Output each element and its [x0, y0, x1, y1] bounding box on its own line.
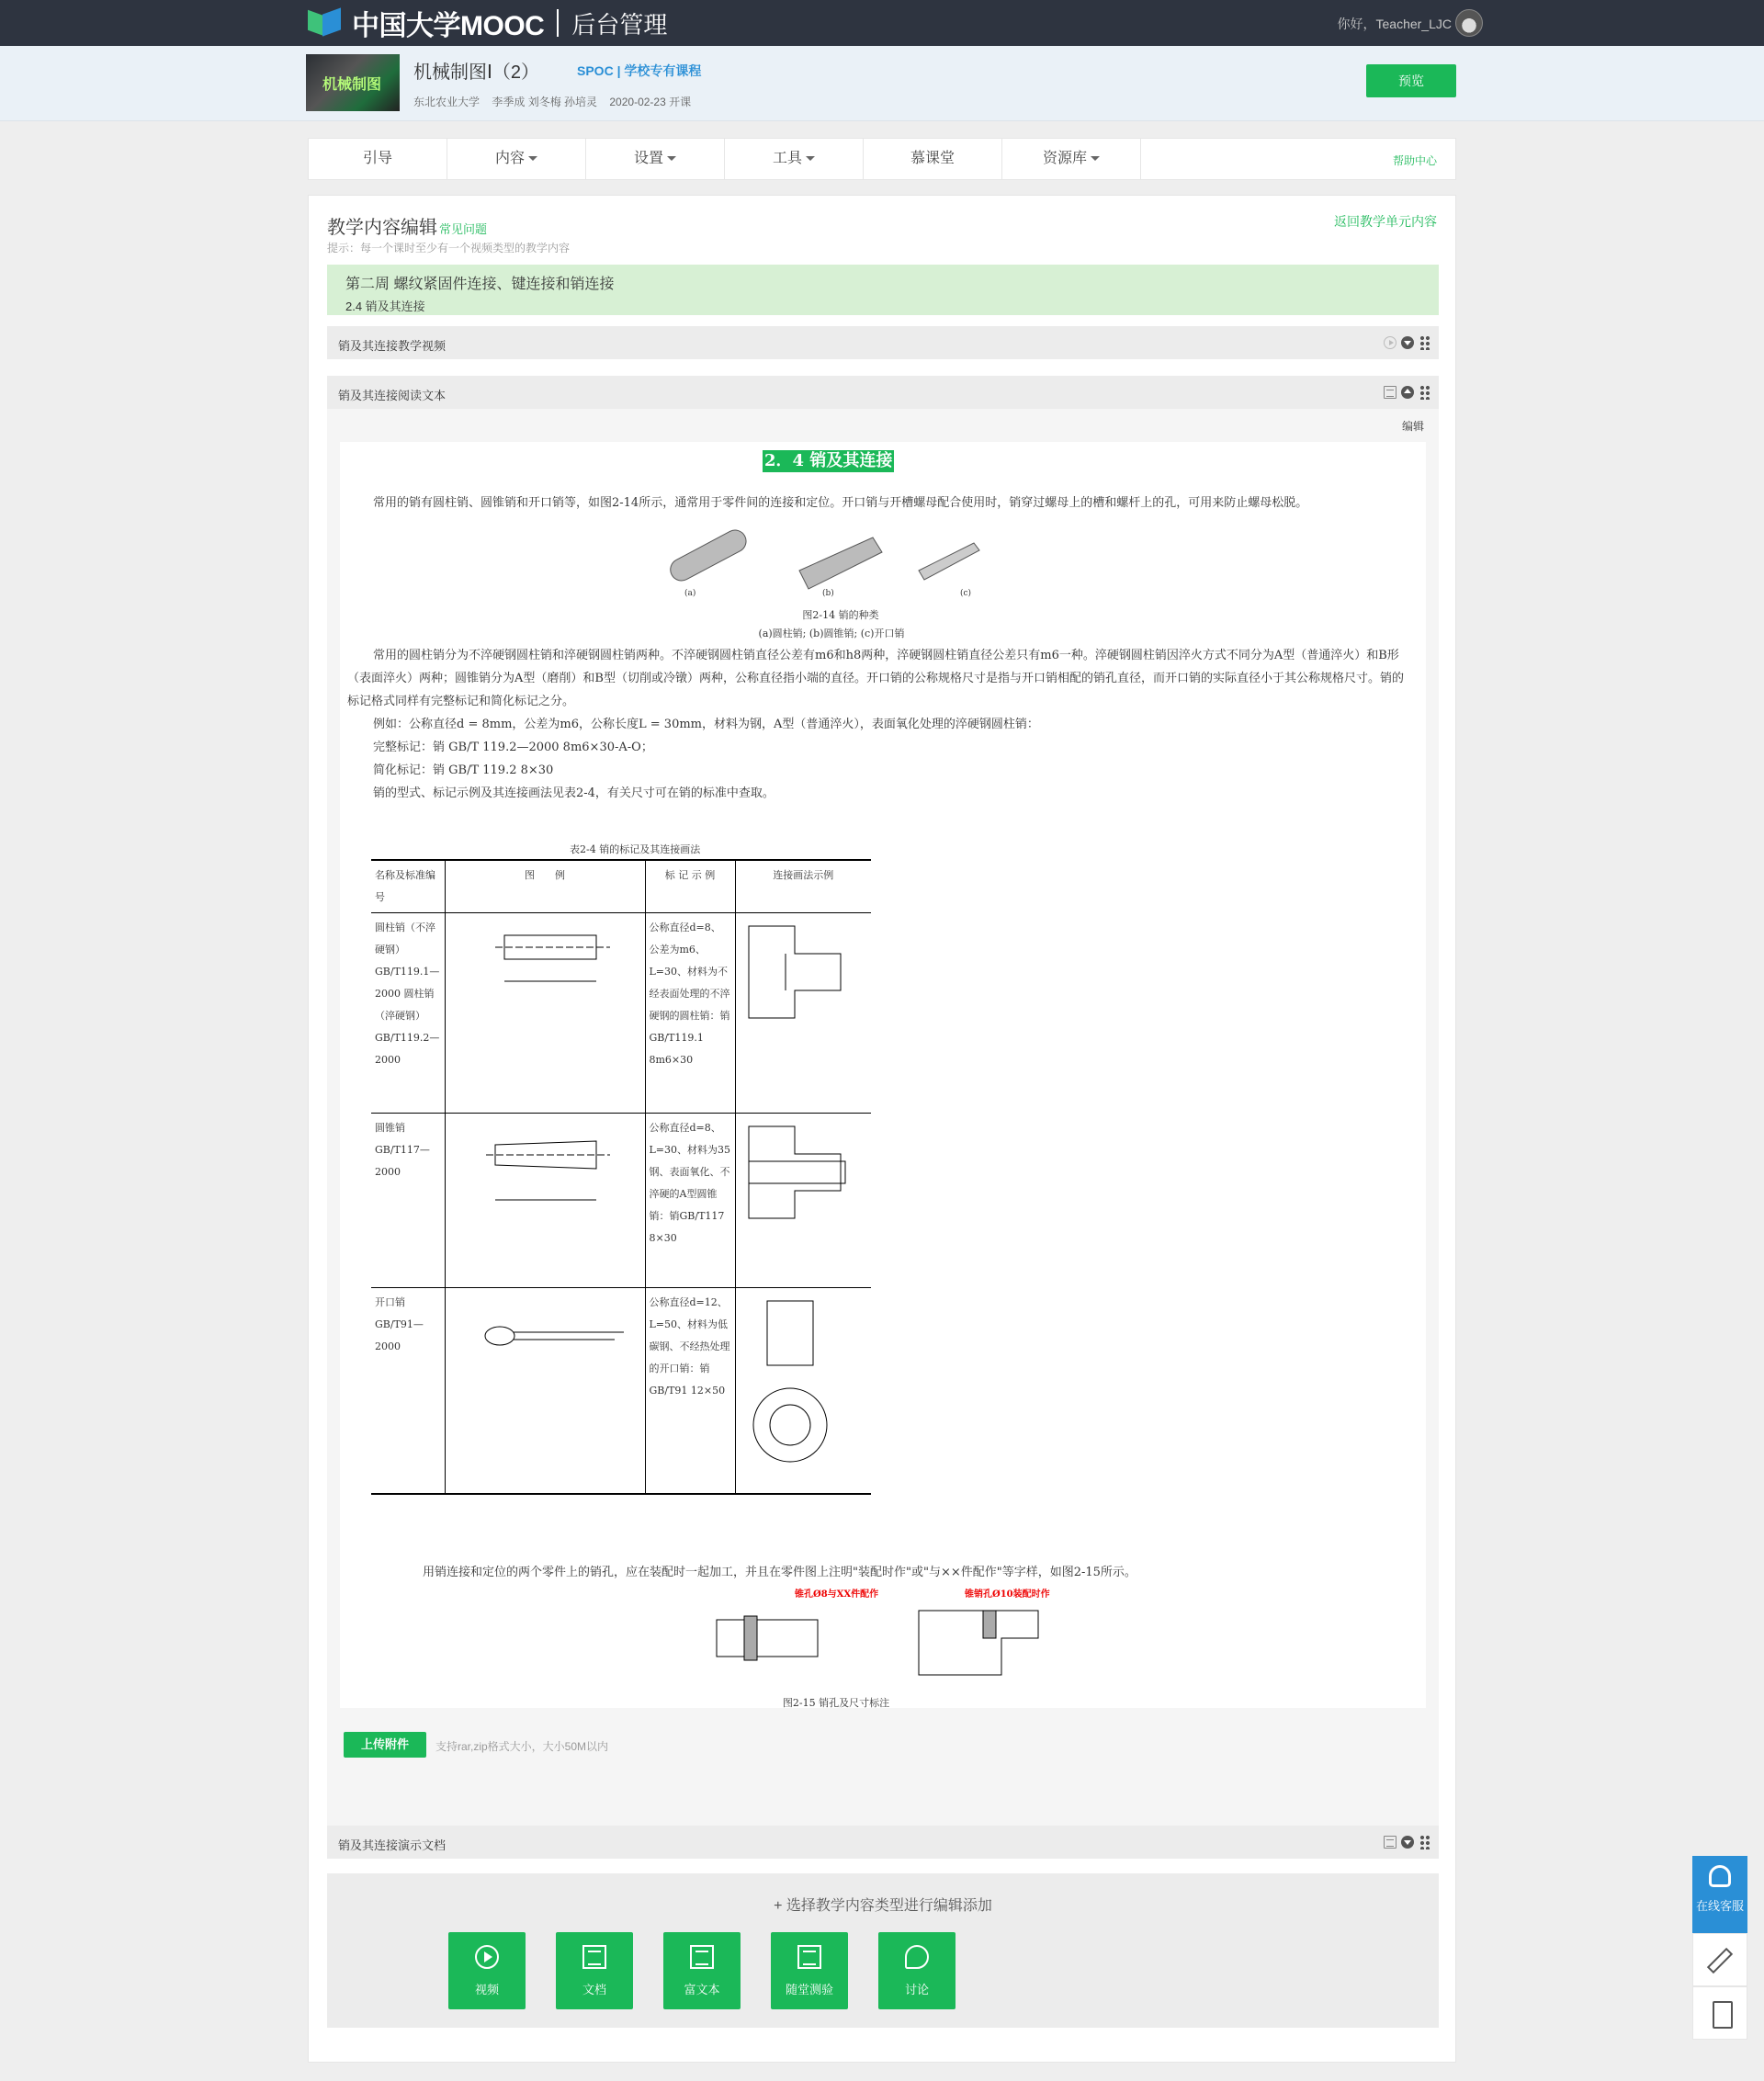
video-type-icon [1384, 336, 1396, 349]
add-content-title: + 选择教学内容类型进行编辑添加 [774, 1898, 992, 1914]
content-item-label: 销及其连接阅读文本 [338, 389, 447, 402]
table-cell-name: 开口销 GB/T91—2000 [371, 1288, 445, 1494]
caret-down-icon [806, 156, 815, 161]
doc-paragraph-6: 销的型式、标记示例及其连接画法见表2-4，有关尺寸可在销的标准中查取。 [373, 786, 775, 800]
fig15-left-note: 锥孔Ø8与XX件配作 [795, 1589, 879, 1600]
add-content-buttons [448, 1932, 956, 2009]
chat-bubble-icon [905, 1945, 929, 1969]
course-teachers: 李季成 刘冬梅 孙培灵 [492, 96, 598, 108]
doc-paragraph-7: 用销连接和定位的两个零件上的销孔，应在装配时一起加工，并且在零件图上注明"装配时作"或"与××件配作"等字样，如图2-15所示。 [423, 1566, 1136, 1579]
nav-resource-library-label: 资源库 [1042, 151, 1087, 166]
caret-down-icon [1091, 156, 1100, 161]
brand-name: 中国大学MOOC [352, 11, 545, 41]
add-document-button[interactable] [556, 1932, 633, 2009]
table-cell-mark: 公称直径d=12、L=50、材料为低碳钢、不经热处理的开口销：销 GB/T91 12×50 [645, 1288, 735, 1494]
doc-paragraph-1: 常用的销有圆柱销、圆锥销和开口销等，如图2-14所示，通常用于零件间的连接和定位。开口销与开槽螺母配合使用时，销穿过螺母上的槽和螺杆上的孔，可用来防止螺母松脱。 [373, 496, 1308, 510]
table-cell-connection [735, 1114, 871, 1288]
page-title [327, 212, 487, 239]
table-cell-mark: 公称直径d=8、公差为m6、L=30、材料为不经表面处理的不淬硬钢的圆柱销：销GB/T119.1 8m6×30 [645, 913, 735, 1114]
add-video-button[interactable] [448, 1932, 526, 2009]
page-title-text: 教学内容编辑 [327, 218, 437, 238]
doc-paragraph-5: 简化标记：销 GB/T 119.2 8×30 [373, 763, 554, 777]
upload-hint: 支持rar,zip格式大小，大小50M以内 [435, 1740, 609, 1753]
lesson-title: 2.4 销及其连接 [345, 300, 425, 313]
fig14-label-a: (a) [684, 589, 696, 598]
taper-pin-diagram [449, 1117, 633, 1218]
fig15-right-note: 锥销孔Ø10装配时作 [965, 1589, 1050, 1600]
doc-paragraph-4: 完整标记：销 GB/T 119.2—2000 8m6×30-A-O； [373, 741, 653, 754]
online-service-button[interactable] [1692, 1856, 1747, 1933]
pin-table [371, 859, 871, 1495]
table-row [371, 1114, 871, 1288]
caret-down-icon [667, 156, 676, 161]
course-title: 机械制图Ⅰ（2） [413, 62, 540, 83]
back-to-unit-link[interactable]: 返回教学单元内容 [1334, 214, 1437, 229]
fig14-caption: 图2-14 销的种类 [802, 609, 879, 621]
doc-paragraph-2: 常用的圆柱销分为不淬硬钢圆柱销和淬硬钢圆柱销两种。不淬硬钢圆柱销直径公差有m6和h8两种，淬硬钢圆柱销直径公差只有m6一种。淬硬钢圆柱销因淬火方式不同分为A型（普通淬火）和B形（表面淬火）两种；圆锥销分为A型（磨削）和B型（切削或冷镦）两种，公称直径指小端的直径。开口销的公称规格尺寸是指与开口销相配的销孔直径，而开口销的实际直径小于其公称规格尺寸。销的标记格式同样有完整标记和简化标记之分。 [347, 649, 1404, 708]
reading-panel [327, 409, 1439, 1844]
table-cell-name: 圆柱销（不淬硬钢）GB/T119.1—2000 圆柱销（淬硬钢）GB/T119.2—2000 [371, 913, 445, 1114]
fig14-label-b: (b) [822, 589, 834, 598]
document-type-icon [1384, 386, 1396, 399]
headset-icon [1709, 1865, 1731, 1887]
collapse-icon[interactable] [1401, 386, 1414, 399]
top-bar [0, 0, 1764, 46]
nav-settings[interactable] [586, 138, 725, 180]
editor-hint: 提示：每一个课时至少有一个视频类型的教学内容 [327, 242, 571, 254]
add-button-label: 富文本 [684, 1983, 720, 1996]
content-item-reading[interactable] [327, 376, 1439, 409]
content-editor-card [308, 195, 1456, 2063]
preview-button[interactable]: 预览 [1366, 64, 1456, 97]
content-item-video[interactable] [327, 326, 1439, 359]
pin-hole-figure [707, 1601, 1075, 1684]
play-icon [475, 1945, 499, 1969]
add-rich-text-button[interactable] [663, 1932, 741, 2009]
course-thumbnail [306, 54, 400, 111]
nav-resource-library[interactable] [1002, 138, 1141, 180]
tablet-icon[interactable] [1692, 1986, 1747, 2040]
brand[interactable] [308, 6, 667, 40]
edit-link[interactable]: 编辑 [1401, 420, 1424, 433]
add-discussion-button[interactable] [878, 1932, 956, 2009]
quiz-icon [797, 1945, 821, 1969]
course-meta [413, 94, 700, 109]
nav-guide[interactable] [309, 138, 447, 180]
add-quiz-button[interactable] [771, 1932, 848, 2009]
nav-guide-label: 引导 [362, 151, 392, 166]
rich-text-icon [690, 1945, 714, 1969]
caret-down-icon [528, 156, 537, 161]
split-pin-drawing [919, 543, 979, 580]
mooc-logo-icon [308, 9, 345, 37]
table-header: 连接画法示例 [735, 860, 871, 913]
user-greeting[interactable]: 你好，Teacher_LJC [1337, 17, 1452, 31]
course-type-badge: SPOC | 学校专有课程 [577, 63, 702, 78]
cylindrical-pin-connection-diagram [740, 917, 850, 1046]
course-school: 东北农业大学 [413, 96, 481, 108]
nav-content-label: 内容 [494, 151, 525, 166]
pencil-icon[interactable] [1692, 1933, 1747, 1986]
fig14-subcaption: (a)圆柱销; (b)圆锥销; (c)开口销 [758, 628, 905, 639]
cylindrical-pin-diagram [449, 917, 633, 1000]
slides-type-icon [1384, 1836, 1396, 1849]
doc-heading: 2．4 销及其连接 [764, 451, 893, 470]
nav-content[interactable] [447, 138, 586, 180]
add-button-label: 视频 [474, 1983, 499, 1996]
nav-settings-label: 设置 [633, 151, 663, 166]
table-row [371, 1288, 871, 1494]
split-pin-connection-diagram [740, 1292, 850, 1476]
drag-handle-icon[interactable] [1419, 335, 1430, 350]
table-cell-figure [445, 1288, 645, 1494]
brand-subtitle: 后台管理 [571, 10, 668, 39]
table-cell-name: 圆锥销 GB/T117—2000 [371, 1114, 445, 1288]
doc-paragraph-3: 例如：公称直径d = 8mm，公差为m6，公称长度L = 30mm，材料为钢，A型（普通淬火），表面氧化处理的淬硬钢圆柱销： [373, 718, 1039, 731]
pin-types-figure [662, 525, 1029, 598]
nav-mooc-classroom-label: 慕课堂 [910, 151, 955, 166]
table-title: 表2-4 销的标记及其连接画法 [570, 843, 701, 855]
table-header: 图 例 [445, 860, 645, 913]
upload-attachment-button[interactable]: 上传附件 [344, 1732, 426, 1758]
content-item-label: 销及其连接教学视频 [338, 339, 447, 353]
add-button-label: 讨论 [904, 1983, 929, 1996]
table-cell-connection [735, 913, 871, 1114]
user-avatar[interactable] [1455, 9, 1483, 37]
nav-mooc-classroom[interactable] [864, 138, 1002, 180]
online-service-label: 在线客服 [1695, 1899, 1744, 1913]
help-center-link[interactable]: 帮助中心 [1392, 154, 1437, 167]
course-start-date: 2020-02-23 开课 [609, 96, 692, 108]
faq-link[interactable]: 常见问题 [439, 222, 488, 236]
course-header [0, 46, 1764, 121]
cylindrical-pin-drawing [667, 526, 751, 584]
table-row [371, 913, 871, 1114]
table-header: 名称及标准编号 [371, 860, 445, 913]
add-button-label: 文档 [582, 1983, 606, 1996]
table-cell-figure [445, 913, 645, 1114]
add-button-label: 随堂测验 [785, 1983, 833, 1996]
fig14-label-c: (c) [960, 589, 972, 598]
table-header-row [371, 860, 871, 913]
expand-icon[interactable] [1401, 1836, 1414, 1849]
taper-pin-drawing [799, 537, 882, 589]
drag-handle-icon[interactable] [1419, 385, 1430, 400]
brand-divider [557, 9, 559, 37]
expand-icon[interactable] [1401, 336, 1414, 349]
content-item-label: 销及其连接演示文档 [338, 1838, 447, 1852]
table-cell-connection [735, 1288, 871, 1494]
nav-tools-label: 工具 [772, 151, 802, 166]
table-header: 标 记 示 例 [645, 860, 735, 913]
drag-handle-icon[interactable] [1419, 1835, 1430, 1849]
unit-banner [327, 265, 1439, 315]
taper-pin-connection-diagram [740, 1117, 850, 1237]
table-cell-figure [445, 1114, 645, 1288]
rich-text-document [340, 442, 1426, 1708]
add-content-panel [327, 1873, 1439, 2028]
nav-tools[interactable] [725, 138, 864, 180]
table-cell-mark: 公称直径d=8、L=30、材料为35钢、表面氧化、不淬硬的A型圆锥销：销GB/T117 8×30 [645, 1114, 735, 1288]
week-title: 第二周 螺纹紧固件连接、键连接和销连接 [345, 277, 615, 292]
course-thumbnail-text: 机械制图 [322, 75, 382, 93]
split-pin-diagram [449, 1292, 633, 1384]
main-nav [308, 138, 1456, 180]
content-item-slides[interactable] [327, 1826, 1439, 1859]
fig15-caption: 图2-15 销孔及尺寸标注 [782, 1697, 890, 1709]
document-icon [582, 1945, 606, 1969]
